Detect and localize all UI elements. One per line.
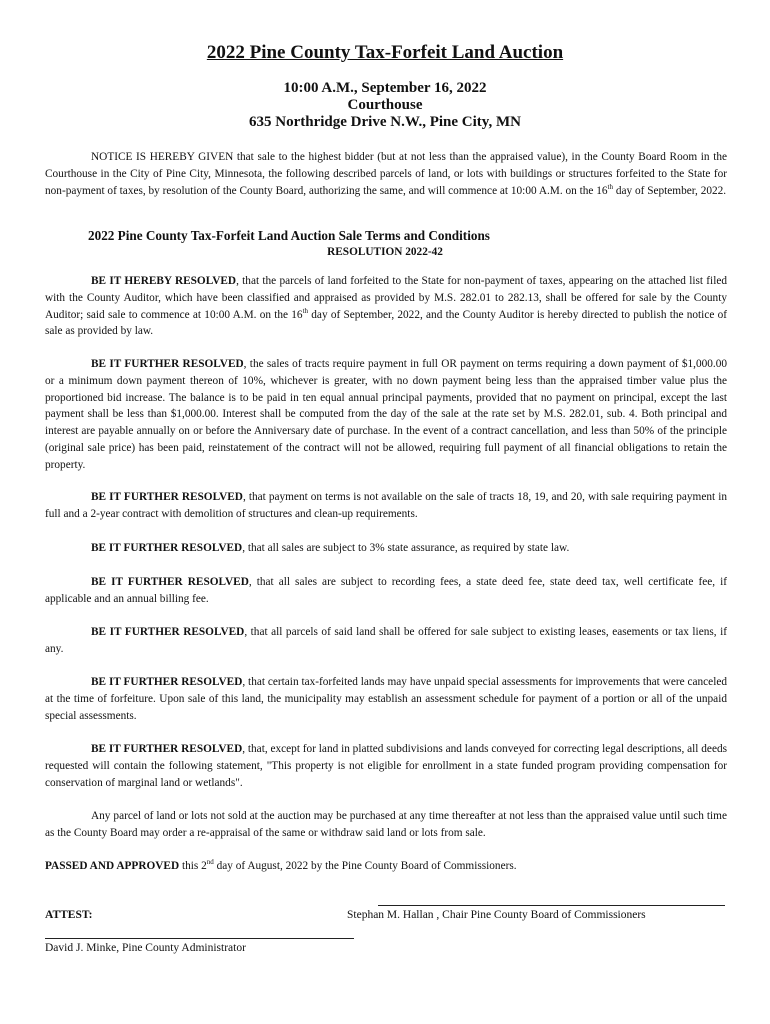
notice-paragraph: NOTICE IS HEREBY GIVEN that sale to the highest bidder (but at not less than the appraised value), in the County Board Room in the Courthouse in the City of Pine City, Minnesota, the following described parcels of land, or lots with buildings or structures forfeited to the State for non-payment of taxes, by resolution of the County Board, authorizing the same, and will commence at 10:00 A.M. on the 16th day of September, 2022.	[45, 151, 727, 197]
administrator-signature-line	[45, 938, 354, 939]
resolution-paragraph-7: BE IT FURTHER RESOLVED, that certain tax-forfeited lands may have unpaid special assessments for improvements that were canceled at the time of forfeiture. Upon sale of this land, the municipality may establish an assessment schedule for payment of a portion or all of the unpaid special assessments.	[45, 676, 728, 722]
resolution-paragraph-3: BE IT FURTHER RESOLVED, that payment on terms is not available on the sale of tracts 18, 19, and 20, with sale requiring payment in full and a 2-year contract with demolition of structures and clean-up requirements.	[45, 491, 727, 520]
resolution-paragraph-1: BE IT HEREBY RESOLVED, that the parcels of land forfeited to the State for non-payment of taxes, appearing on the attached list filed with the County Auditor, which have been classified and appraised as provided by M.S. 282.01 to 282.13, shall be offered for sale by the County Auditor; said sale to commence at 10:00 A.M. on the 16th day of September, 2022, and the County Auditor is hereby directed to publish the notice of sale as provided by law.	[45, 275, 727, 338]
terms-heading: 2022 Pine County Tax-Forfeit Land Auction Sale Terms and Conditions	[88, 228, 490, 243]
administrator-signature-name: David J. Minke, Pine County Administrator	[45, 942, 246, 954]
resolution-paragraph-8: BE IT FURTHER RESOLVED, that, except for land in platted subdivisions and lands conveyed for correcting legal descriptions, all deeds requested will contain the following statement, "This property is not eligible for enrollment in a state funded program providing compensation for conservation of marginal land or wetlands".	[45, 743, 727, 789]
chair-signature-name: Stephan M. Hallan , Chair Pine County Board of Commissioners	[347, 909, 646, 921]
resolution-paragraph-5: BE IT FURTHER RESOLVED, that all sales are subject to recording fees, a state deed fee, state deed tax, well certificate fee, if applicable and an annual billing fee.	[45, 576, 727, 605]
document-title: 2022 Pine County Tax-Forfeit Land Auction	[206, 42, 564, 63]
resolution-paragraph-6: BE IT FURTHER RESOLVED, that all parcels of said land shall be offered for sale subject to existing leases, easements or tax liens, if any.	[45, 626, 728, 655]
resolution-number: RESOLUTION 2022-42	[327, 246, 443, 258]
unsold-parcels-paragraph: Any parcel of land or lots not sold at the auction may be purchased at any time thereafter at not less than the appraised value until such time as the County Board may order a re-appraisal of the same or withdraw said land or lots from sale.	[45, 810, 727, 839]
attest-label: ATTEST:	[45, 909, 93, 921]
passed-approved-line: PASSED AND APPROVED this 2nd day of August, 2022 by the Pine County Board of Commissioners.	[45, 858, 517, 872]
auction-time-date: 10:00 A.M., September 16, 2022	[283, 80, 487, 96]
auction-location: Courthouse	[347, 97, 423, 113]
resolution-paragraph-4: BE IT FURTHER RESOLVED, that all sales are subject to 3% state assurance, as required by state law.	[91, 542, 570, 554]
auction-address: 635 Northridge Drive N.W., Pine City, MN	[249, 114, 521, 130]
resolution-paragraph-2: BE IT FURTHER RESOLVED, the sales of tracts require payment in full OR payment on terms requiring a down payment of $1,000.00 or a minimum down payment thereon of 10%, whichever is greater, with no down payment being less than the appraised timber value plus the proportioned bid increase. The balance is to be paid in ten equal annual principal payments, provided that no payment on principal, except the last payment shall be less than $1,000.00. Interest shall be computed from the day of the sale at the rate set by M.S. 282.01, sub. 4. Both principal and interest are payable annually on or before the Anniversary date of purchase. In the event of a contract cancellation, and less than 50% of the principle (original sale price) has been paid, reinstatement of the contract will not be allowed, requiring full payment of all financial obligations to retain the property.	[45, 358, 728, 471]
chair-signature-line	[378, 905, 725, 906]
